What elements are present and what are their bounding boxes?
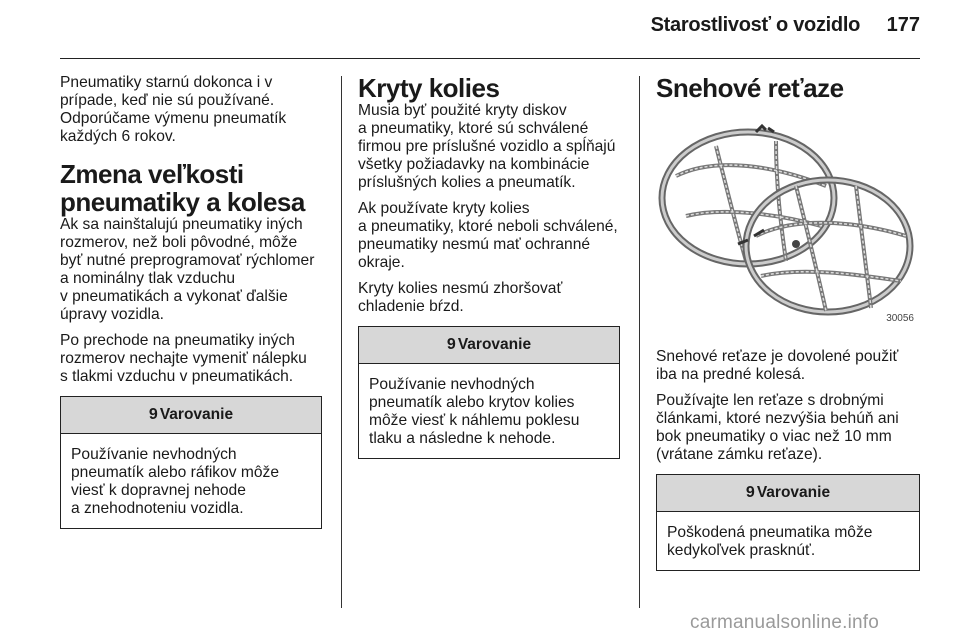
- section-heading-tire-size: Zmena veľkosti pneumatiky a kolesa: [60, 159, 305, 217]
- warning-box-3: [656, 474, 920, 571]
- warning-text: Poškodená pneumatika môže kedykoľvek prasknúť.: [667, 524, 873, 559]
- intro-paragraph: Pneumatiky starnú dokonca i v prípade, keď nie sú používané. Odporúčame výmenu pneumatík každých 6 rokov.: [60, 74, 287, 145]
- wheel-covers-paragraph-3: Kryty kolies nesmú zhoršovať chladenie bŕzd.: [358, 280, 563, 315]
- tire-size-paragraph-1: Ak sa nainštalujú pneumatiky iných rozmerov, než boli pôvodné, môže byť nutné preprogramovať rýchlomer a nominálny tlak vzduchu v pneumatikách a vykonať ďalšie úpravy vozidla.: [60, 216, 315, 323]
- snow-chains-paragraph-1: Snehové reťaze je dovolené použiť iba na predné kolesá.: [656, 348, 899, 383]
- warning-header: [657, 475, 919, 512]
- header-divider: [60, 58, 920, 59]
- snow-chains-paragraph-2: Používajte len reťaze s drobnými článkami, ktoré nezvýšia behúň ani bok pneumatiky o viac než 10 mm (vrátane zámku reťaze).: [656, 392, 899, 463]
- warning-title: Varovanie: [756, 484, 831, 501]
- column-2: [358, 74, 630, 459]
- page-number: 177: [886, 14, 920, 36]
- running-header-title: Starostlivosť o vozidlo: [650, 14, 860, 36]
- watermark: carmanualsonline.info: [690, 612, 880, 633]
- warning-triangle-icon: 9: [446, 336, 456, 353]
- warning-triangle-icon: 9: [745, 484, 755, 501]
- column-divider-1: [341, 76, 342, 608]
- warning-text: Používanie nevhodných pneumatík alebo ráfikov môže viesť k dopravnej nehode a znehodnoteniu vozidla.: [71, 446, 280, 517]
- tire-size-paragraph-2: Po prechode na pneumatiky iných rozmerov nechajte vymeniť nálepku s tlakmi vzduchu v pneumatikách.: [60, 332, 307, 385]
- warning-box-1: [60, 396, 322, 529]
- wheel-covers-paragraph-2: Ak používate kryty kolies a pneumatiky, ktoré neboli schválené, pneumatiky nesmú mať ochranné okraje.: [358, 200, 618, 271]
- warning-header: [61, 397, 321, 434]
- column-divider-2: [639, 76, 640, 608]
- wheel-covers-paragraph-1: Musia byť použité kryty diskov a pneumatiky, ktoré sú schválené firmou pre príslušné vozidlo a spĺňajú všetky požiadavky na kombinácie príslušných kolies a pneumatík.: [358, 102, 616, 191]
- warning-header: [359, 327, 619, 364]
- warning-title: Varovanie: [159, 406, 234, 423]
- section-heading-snow-chains: Snehové reťaze: [656, 73, 844, 103]
- warning-text: Používanie nevhodných pneumatík alebo krytov kolies môže viesť k náhlemu poklesu tlaku a následne k nehode.: [369, 376, 580, 447]
- column-3: [656, 74, 922, 571]
- warning-triangle-icon: 9: [148, 406, 158, 423]
- figure-id: 30056: [886, 313, 914, 324]
- snow-chains-illustration: [656, 116, 918, 326]
- column-1: [60, 74, 335, 529]
- section-heading-wheel-covers: Kryty kolies: [358, 73, 500, 103]
- warning-title: Varovanie: [457, 336, 532, 353]
- snow-chain-icon: [656, 116, 918, 326]
- warning-box-2: [358, 326, 620, 459]
